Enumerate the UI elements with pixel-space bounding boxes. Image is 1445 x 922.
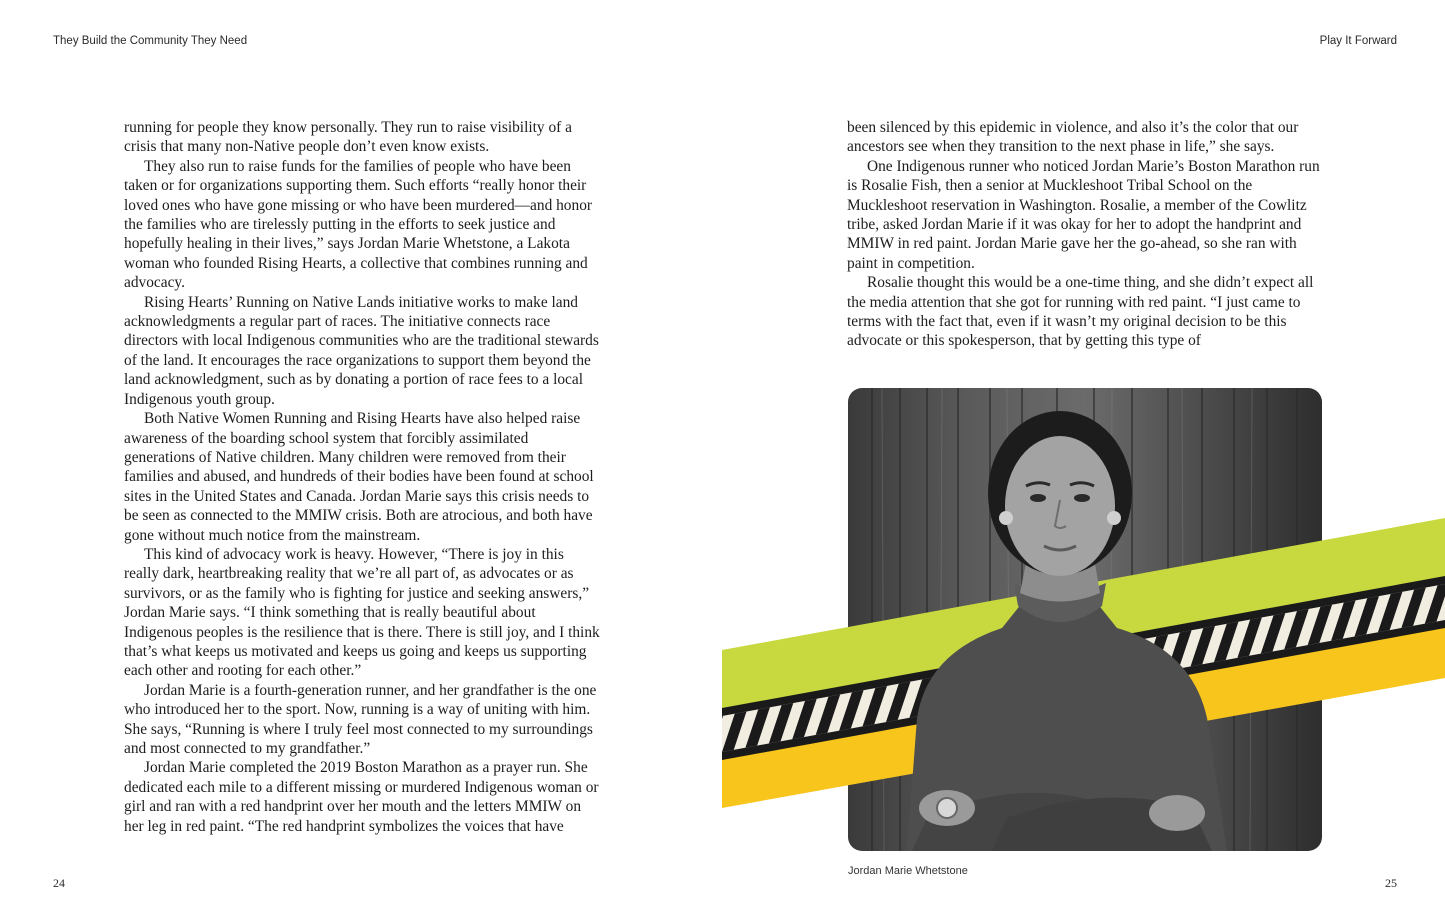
left-text-column xyxy=(124,118,602,836)
running-head-left: They Build the Community They Need xyxy=(53,35,248,47)
paragraph: Rosalie thought this would be a one-time thing, and she didn’t expect all the media attention that she got for running with red paint. “I just came to terms with the fact that, even if it wasn’t my original decision to be this advocate or this spokesperson, that by getting this type of xyxy=(847,274,1314,350)
paragraph: been silenced by this epidemic in violence, and also it’s the color that our ancestors see when they transition to the next phase in life,” she says. xyxy=(847,119,1299,156)
paragraph: This kind of advocacy work is heavy. However, “There is joy in this really dark, heartbreaking reality that we’re all part of, as advocates or as survivors, or as the family who is fighting for justice and seeking answers,” Jordan Marie says. “I think something that is really beautiful about Indigenous peoples is the resilience that is there. There is still joy, and I think that’s what keeps us motivated and keeps us going and keeps us supporting each other and rooting for each other.” xyxy=(124,545,600,680)
page-number-right: 25 xyxy=(1385,876,1397,890)
paragraph: Rising Hearts’ Running on Native Lands initiative works to make land acknowledgments a regular part of races. The initiative connects race directors with local Indigenous communities who are the traditional stewards of the land. It encourages the race organizations to support them beyond the land acknowledgment, such as by donating a portion of race fees to a local Indigenous youth group. xyxy=(124,293,599,408)
portrait-illustration xyxy=(722,388,1445,851)
paragraph: running for people they know personally. They run to raise visibility of a crisis that many non-Native people don’t even know exists. xyxy=(124,119,572,156)
paragraph: Both Native Women Running and Rising Hearts have also helped raise awareness of the boarding school system that forcibly assimilated generations of Native children. Many children were removed from their families and abused, and hundreds of their bodies have been found at school sites in the United States and Canada. Jordan Marie says this crisis needs to be seen as connected to the MMIW crisis. Both are atrocious, and both have gone without much notice from the mainstream. xyxy=(124,410,594,544)
running-head-right: Play It Forward xyxy=(1319,35,1397,47)
right-text-column xyxy=(847,118,1322,351)
paragraph: Jordan Marie completed the 2019 Boston Marathon as a prayer run. She dedicated each mile to a different missing or murdered Indigenous woman or girl and ran with a red handprint over her mouth and the letters MMIW on her leg in red paint. “The red handprint symbolizes the voices that have xyxy=(124,759,599,835)
paragraph: They also run to raise funds for the families of people who have been taken or for organizations supporting them. Such efforts “really honor their loved ones who have gone missing or who have been murdered—and honor the families who are tirelessly putting in the efforts to seek justice and hopefully healing in their lives,” says Jordan Marie Whetstone, a Lakota woman who founded Rising Hearts, a collective that combines running and advocacy. xyxy=(124,157,593,292)
paragraph: Jordan Marie is a fourth-generation runner, and her grandfather is the one who introduced her to the sport. Now, running is a way of uniting with him. She says, “Running is where I truly feel most connected to my surroundings and most connected to my grandfather.” xyxy=(124,681,597,757)
figure-caption: Jordan Marie Whetstone xyxy=(848,865,968,877)
portrait-figure xyxy=(722,388,1445,851)
page-number-left: 24 xyxy=(53,876,65,890)
paragraph: One Indigenous runner who noticed Jordan Marie’s Boston Marathon run is Rosalie Fish, then a senior at Muckleshoot Tribal School on the Muckleshoot reservation in Washington. Rosalie, a member of the Cowlitz tribe, asked Jordan Marie if it was okay for her to adopt the handprint and MMIW in red paint. Jordan Marie gave her the go-ahead, so she ran with paint in competition. xyxy=(847,157,1320,272)
